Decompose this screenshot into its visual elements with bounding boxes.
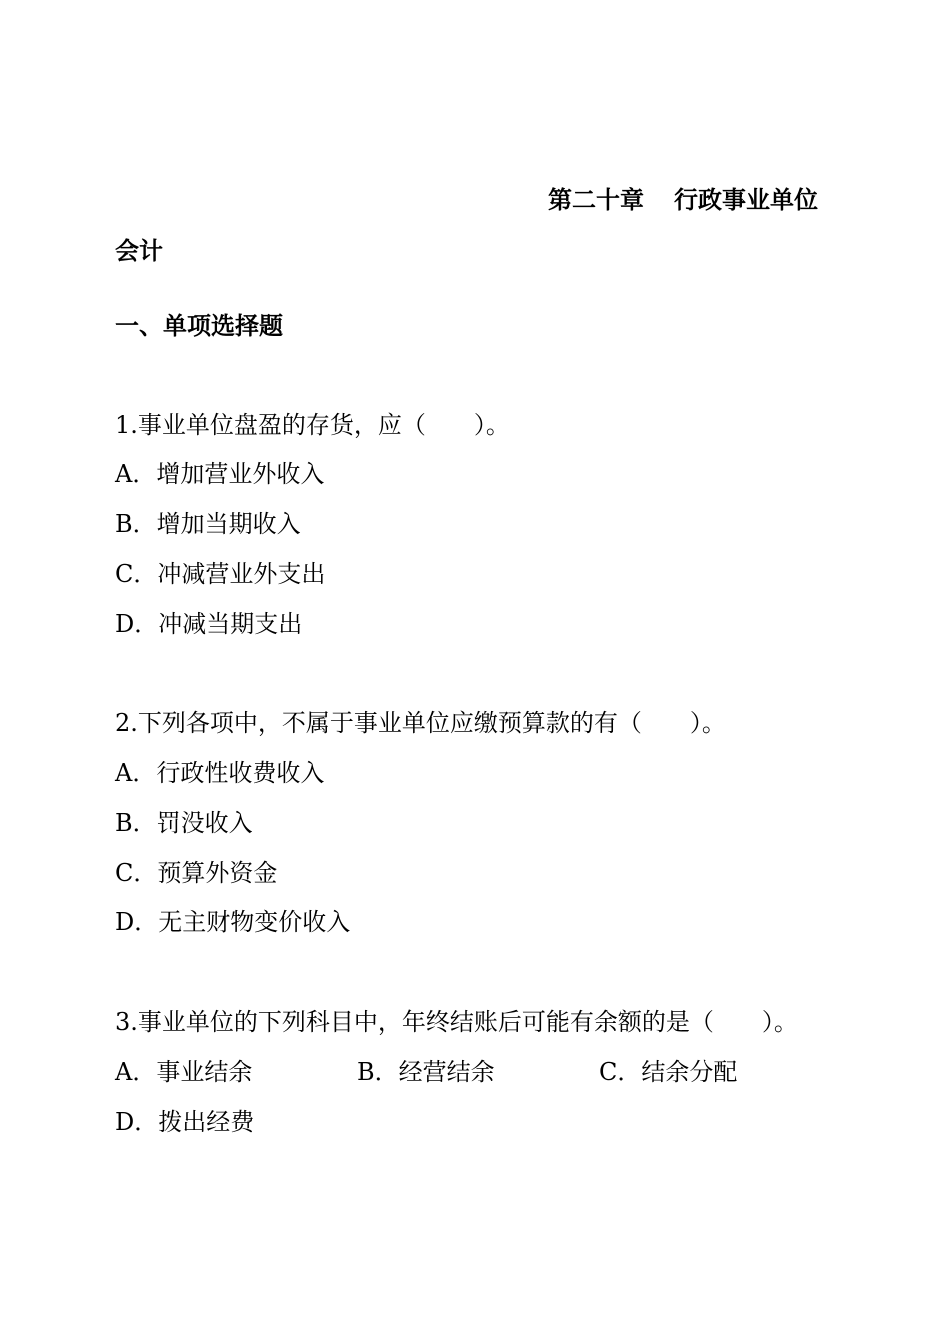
question-3-option-c: C．结余分配	[599, 1058, 738, 1086]
question-2-option-b: B．罚没收入	[115, 809, 253, 837]
question-2-stem: 2.下列各项中，不属于事业单位应缴预算款的有（ ）。	[115, 709, 726, 737]
question-1-option-a: A．增加营业外收入	[115, 460, 325, 488]
question-1-option-b: B．增加当期收入	[115, 510, 301, 538]
chapter-title-line-2: 会计	[115, 237, 163, 265]
question-3-option-row	[115, 1057, 815, 1087]
question-1-option-d: D．冲减当期支出	[115, 610, 303, 638]
chapter-title-line-1	[548, 185, 818, 215]
question-3-stem: 3.事业单位的下列科目中，年终结账后可能有余额的是（ ）。	[115, 1008, 798, 1036]
question-2-option-d: D．无主财物变价收入	[115, 908, 351, 936]
question-1-option-c: C．冲减营业外支出	[115, 560, 326, 588]
question-3-option-b: B．经营结余	[357, 1058, 495, 1086]
section-heading: 一、单项选择题	[115, 312, 283, 340]
question-2-option-c: C．预算外资金	[115, 859, 278, 887]
chapter-title-part1: 行政事业单位	[674, 186, 818, 214]
question-2-option-a: A．行政性收费收入	[115, 759, 325, 787]
question-3-option-a: A．事业结余	[115, 1058, 253, 1086]
chapter-number: 第二十章	[548, 186, 644, 214]
question-1-stem: 1.事业单位盘盈的存货，应（ ）。	[115, 411, 510, 439]
question-3-option-d: D．拨出经费	[115, 1108, 255, 1136]
